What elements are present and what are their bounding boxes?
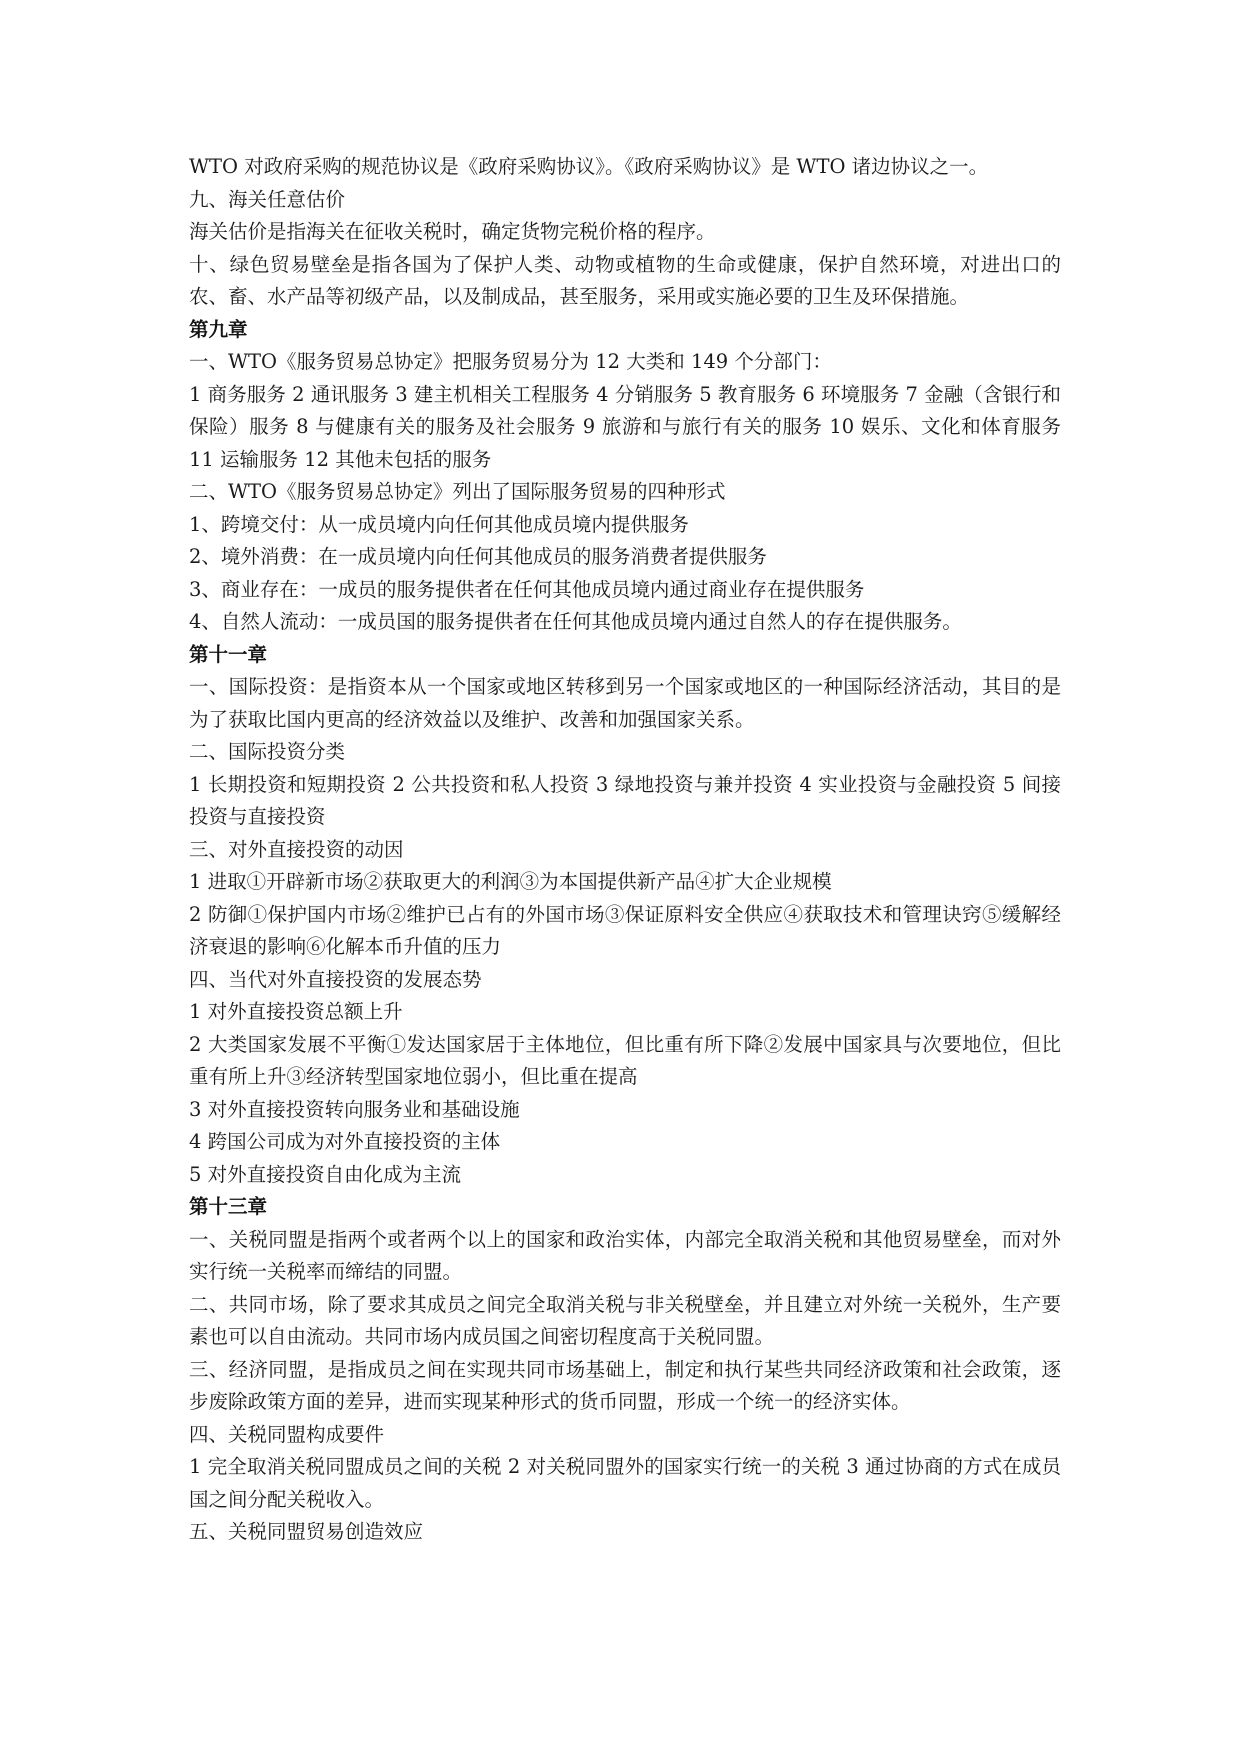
paragraph: 四、关税同盟构成要件 — [189, 1422, 385, 1446]
document-body — [189, 151, 1061, 1549]
paragraph: 三、对外直接投资的动因 — [189, 837, 404, 861]
paragraph: 1 完全取消关税同盟成员之间的关税 2 对关税同盟外的国家实行统一的关税 3 通过协商的方式在成员国之间分配关税收入。 — [189, 1455, 1061, 1511]
paragraph: 4 跨国公司成为对外直接投资的主体 — [189, 1130, 501, 1153]
paragraph: 九、海关任意估价 — [189, 187, 346, 211]
paragraph: 1 商务服务 2 通讯服务 3 建主机相关工程服务 4 分销服务 5 教育服务 6 环境服务 7 金融（含银行和保险）服务 8 与健康有关的服务及社会服务 9 旅游和与旅行有关的服务 10 娱乐、文化和体育服务 11 运输服务 12 其他未包括的服务 — [189, 382, 1061, 471]
paragraph: 1 对外直接投资总额上升 — [189, 1000, 403, 1023]
paragraph: 4、自然人流动：一成员国的服务提供者在任何其他成员境内通过自然人的存在提供服务。 — [189, 610, 962, 633]
paragraph: 四、当代对外直接投资的发展态势 — [189, 967, 482, 991]
paragraph: 5 对外直接投资自由化成为主流 — [189, 1162, 462, 1186]
chapter-heading: 第十三章 — [189, 1195, 268, 1218]
paragraph: 二、WTO《服务贸易总协定》列出了国际服务贸易的四种形式 — [189, 480, 726, 503]
paragraph: 二、共同市场，除了要求其成员之间完全取消关税与非关税壁垒，并且建立对外统一关税外，生产要素也可以自由流动。共同市场内成员国之间密切程度高于关税同盟。 — [189, 1292, 1061, 1348]
paragraph: 1 进取①开辟新市场②获取更大的利润③为本国提供新产品④扩大企业规模 — [189, 870, 832, 893]
paragraph: 五、关税同盟贸易创造效应 — [189, 1520, 424, 1543]
paragraph: 3 对外直接投资转向服务业和基础设施 — [189, 1097, 520, 1121]
paragraph: 二、国际投资分类 — [189, 740, 346, 763]
paragraph: 一、国际投资：是指资本从一个国家或地区转移到另一个国家或地区的一种国际经济活动，其目的是为了获取比国内更高的经济效益以及维护、改善和加强国家关系。 — [189, 675, 1061, 731]
chapter-heading: 第十一章 — [189, 642, 268, 666]
paragraph: 2 大类国家发展不平衡①发达国家居于主体地位，但比重有所下降②发展中国家具与次要地位，但比重有所上升③经济转型国家地位弱小，但比重在提高 — [189, 1032, 1061, 1088]
paragraph: WTO 对政府采购的规范协议是《政府采购协议》。《政府采购协议》是 WTO 诸边协议之一。 — [189, 155, 989, 178]
paragraph: 1 长期投资和短期投资 2 公共投资和私人投资 3 绿地投资与兼并投资 4 实业投资与金融投资 5 间接投资与直接投资 — [189, 772, 1061, 828]
paragraph: 一、WTO《服务贸易总协定》把服务贸易分为 12 大类和 149 个分部门： — [189, 350, 832, 373]
paragraph: 海关估价是指海关在征收关税时，确定货物完税价格的程序。 — [189, 220, 716, 243]
paragraph: 1、跨境交付：从一成员境内向任何其他成员境内提供服务 — [189, 512, 689, 536]
paragraph: 2 防御①保护国内市场②维护已占有的外国市场③保证原料安全供应④获取技术和管理诀窍⑤缓解经济衰退的影响⑥化解本币升值的压力 — [189, 902, 1061, 958]
paragraph: 三、经济同盟，是指成员之间在实现共同市场基础上，制定和执行某些共同经济政策和社会政策，逐步废除政策方面的差异，进而实现某种形式的货币同盟，形成一个统一的经济实体。 — [189, 1357, 1061, 1413]
paragraph: 2、境外消费：在一成员境内向任何其他成员的服务消费者提供服务 — [189, 545, 767, 568]
paragraph: 一、关税同盟是指两个或者两个以上的国家和政治实体，内部完全取消关税和其他贸易壁垒，而对外实行统一关税率而缔结的同盟。 — [189, 1227, 1061, 1283]
paragraph: 3、商业存在：一成员的服务提供者在任何其他成员境内通过商业存在提供服务 — [189, 577, 865, 601]
paragraph: 十、绿色贸易壁垒是指各国为了保护人类、动物或植物的生命或健康，保护自然环境，对进出口的农、畜、水产品等初级产品，以及制成品，甚至服务，采用或实施必要的卫生及环保措施。 — [189, 252, 1061, 308]
chapter-heading: 第九章 — [189, 317, 248, 341]
